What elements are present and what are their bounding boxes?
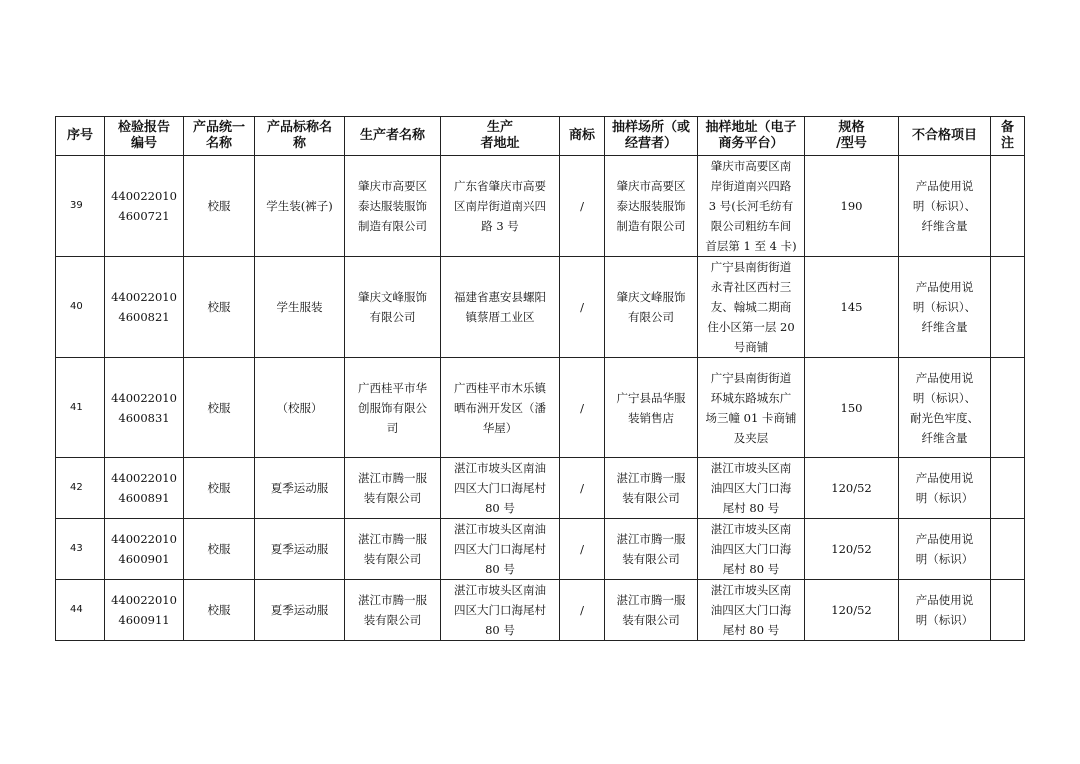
- cell-brand: /: [560, 519, 605, 580]
- cell-producer-name: 肇庆文峰服饰 有限公司: [345, 257, 441, 358]
- header-brand: 商标: [560, 117, 605, 156]
- cell-failed-items: 产品使用说 明（标识）、 耐光色牢度、 纤维含量: [899, 358, 991, 458]
- cell-seq: 42: [56, 458, 105, 519]
- cell-spec-model: 145: [805, 257, 899, 358]
- cell-spec-model: 120/52: [805, 519, 899, 580]
- header-producer-address: 生产 者地址: [441, 117, 560, 156]
- table-header-row: [56, 117, 1025, 156]
- cell-producer-address: 福建省惠安县螺阳 镇蔡厝工业区: [441, 257, 560, 358]
- cell-seq: 41: [56, 358, 105, 458]
- table-row: [56, 156, 1025, 257]
- cell-sampling-site: 肇庆市高要区 泰达服装服饰 制造有限公司: [605, 156, 698, 257]
- cell-brand: /: [560, 257, 605, 358]
- cell-nominal-name: （校服）: [255, 358, 345, 458]
- cell-remarks: [991, 358, 1025, 458]
- header-spec-model: 规格 /型号: [805, 117, 899, 156]
- cell-report-number: 440022010 4600901: [105, 519, 184, 580]
- table-row: [56, 519, 1025, 580]
- cell-unified-name: 校服: [184, 519, 255, 580]
- cell-seq: 40: [56, 257, 105, 358]
- cell-nominal-name: 夏季运动服: [255, 519, 345, 580]
- cell-producer-name: 湛江市腾一服 装有限公司: [345, 580, 441, 641]
- cell-report-number: 440022010 4600821: [105, 257, 184, 358]
- cell-sampling-site: 湛江市腾一服 装有限公司: [605, 519, 698, 580]
- cell-unified-name: 校服: [184, 580, 255, 641]
- cell-remarks: [991, 156, 1025, 257]
- cell-remarks: [991, 257, 1025, 358]
- cell-producer-name: 湛江市腾一服 装有限公司: [345, 458, 441, 519]
- cell-seq: 43: [56, 519, 105, 580]
- cell-seq: 39: [56, 156, 105, 257]
- table-row: [56, 580, 1025, 641]
- cell-unified-name: 校服: [184, 458, 255, 519]
- header-seq: 序号: [56, 117, 105, 156]
- header-sampling-address: 抽样地址（电子 商务平台）: [698, 117, 805, 156]
- cell-failed-items: 产品使用说 明（标识）: [899, 458, 991, 519]
- cell-spec-model: 120/52: [805, 580, 899, 641]
- unqualified-products-table: [55, 116, 1025, 641]
- cell-report-number: 440022010 4600911: [105, 580, 184, 641]
- cell-producer-name: 湛江市腾一服 装有限公司: [345, 519, 441, 580]
- cell-spec-model: 150: [805, 358, 899, 458]
- cell-failed-items: 产品使用说 明（标识）: [899, 580, 991, 641]
- cell-sampling-address: 湛江市坡头区南 油四区大门口海 尾村 80 号: [698, 458, 805, 519]
- table-row: [56, 458, 1025, 519]
- cell-producer-address: 湛江市坡头区南油 四区大门口海尾村 80 号: [441, 519, 560, 580]
- cell-sampling-site: 湛江市腾一服 装有限公司: [605, 580, 698, 641]
- cell-remarks: [991, 458, 1025, 519]
- cell-brand: /: [560, 458, 605, 519]
- cell-sampling-address: 肇庆市高要区南 岸街道南兴四路 3 号(长河毛纺有 限公司粗纺车间 首层第 1 至 4 卡): [698, 156, 805, 257]
- cell-sampling-address: 广宁县南街街道 环城东路城东广 场三幢 01 卡商铺 及夹层: [698, 358, 805, 458]
- cell-sampling-site: 湛江市腾一服 装有限公司: [605, 458, 698, 519]
- header-failed-items: 不合格项目: [899, 117, 991, 156]
- cell-nominal-name: 夏季运动服: [255, 458, 345, 519]
- header-remarks: 备 注: [991, 117, 1025, 156]
- cell-report-number: 440022010 4600891: [105, 458, 184, 519]
- cell-nominal-name: 学生服装: [255, 257, 345, 358]
- cell-sampling-address: 广宁县南街街道 永青社区西村三 友、翰城二期商 住小区第一层 20 号商铺: [698, 257, 805, 358]
- cell-producer-address: 湛江市坡头区南油 四区大门口海尾村 80 号: [441, 580, 560, 641]
- cell-remarks: [991, 519, 1025, 580]
- cell-sampling-site: 广宁县品华服 装销售店: [605, 358, 698, 458]
- cell-spec-model: 190: [805, 156, 899, 257]
- cell-sampling-site: 肇庆文峰服饰 有限公司: [605, 257, 698, 358]
- cell-producer-address: 湛江市坡头区南油 四区大门口海尾村 80 号: [441, 458, 560, 519]
- header-sampling-site: 抽样场所（或 经营者）: [605, 117, 698, 156]
- cell-seq: 44: [56, 580, 105, 641]
- cell-remarks: [991, 580, 1025, 641]
- cell-brand: /: [560, 358, 605, 458]
- cell-producer-name: 肇庆市高要区 泰达服装服饰 制造有限公司: [345, 156, 441, 257]
- cell-failed-items: 产品使用说 明（标识）、 纤维含量: [899, 156, 991, 257]
- cell-producer-address: 广西桂平市木乐镇 晒布洲开发区（潘 华屋）: [441, 358, 560, 458]
- cell-nominal-name: 学生装(裤子): [255, 156, 345, 257]
- cell-spec-model: 120/52: [805, 458, 899, 519]
- cell-producer-address: 广东省肇庆市高要 区南岸街道南兴四 路 3 号: [441, 156, 560, 257]
- cell-report-number: 440022010 4600721: [105, 156, 184, 257]
- header-producer-name: 生产者名称: [345, 117, 441, 156]
- cell-unified-name: 校服: [184, 156, 255, 257]
- cell-producer-name: 广西桂平市华 创服饰有限公 司: [345, 358, 441, 458]
- cell-failed-items: 产品使用说 明（标识）、 纤维含量: [899, 257, 991, 358]
- header-unified-name: 产品统一 名称: [184, 117, 255, 156]
- cell-sampling-address: 湛江市坡头区南 油四区大门口海 尾村 80 号: [698, 519, 805, 580]
- cell-unified-name: 校服: [184, 358, 255, 458]
- cell-unified-name: 校服: [184, 257, 255, 358]
- cell-nominal-name: 夏季运动服: [255, 580, 345, 641]
- header-report-number: 检验报告 编号: [105, 117, 184, 156]
- header-nominal-name: 产品标称名 称: [255, 117, 345, 156]
- cell-brand: /: [560, 156, 605, 257]
- cell-sampling-address: 湛江市坡头区南 油四区大门口海 尾村 80 号: [698, 580, 805, 641]
- table-row: [56, 358, 1025, 458]
- inspection-results-sheet: [55, 116, 1025, 641]
- table-row: [56, 257, 1025, 358]
- cell-brand: /: [560, 580, 605, 641]
- cell-report-number: 440022010 4600831: [105, 358, 184, 458]
- cell-failed-items: 产品使用说 明（标识）: [899, 519, 991, 580]
